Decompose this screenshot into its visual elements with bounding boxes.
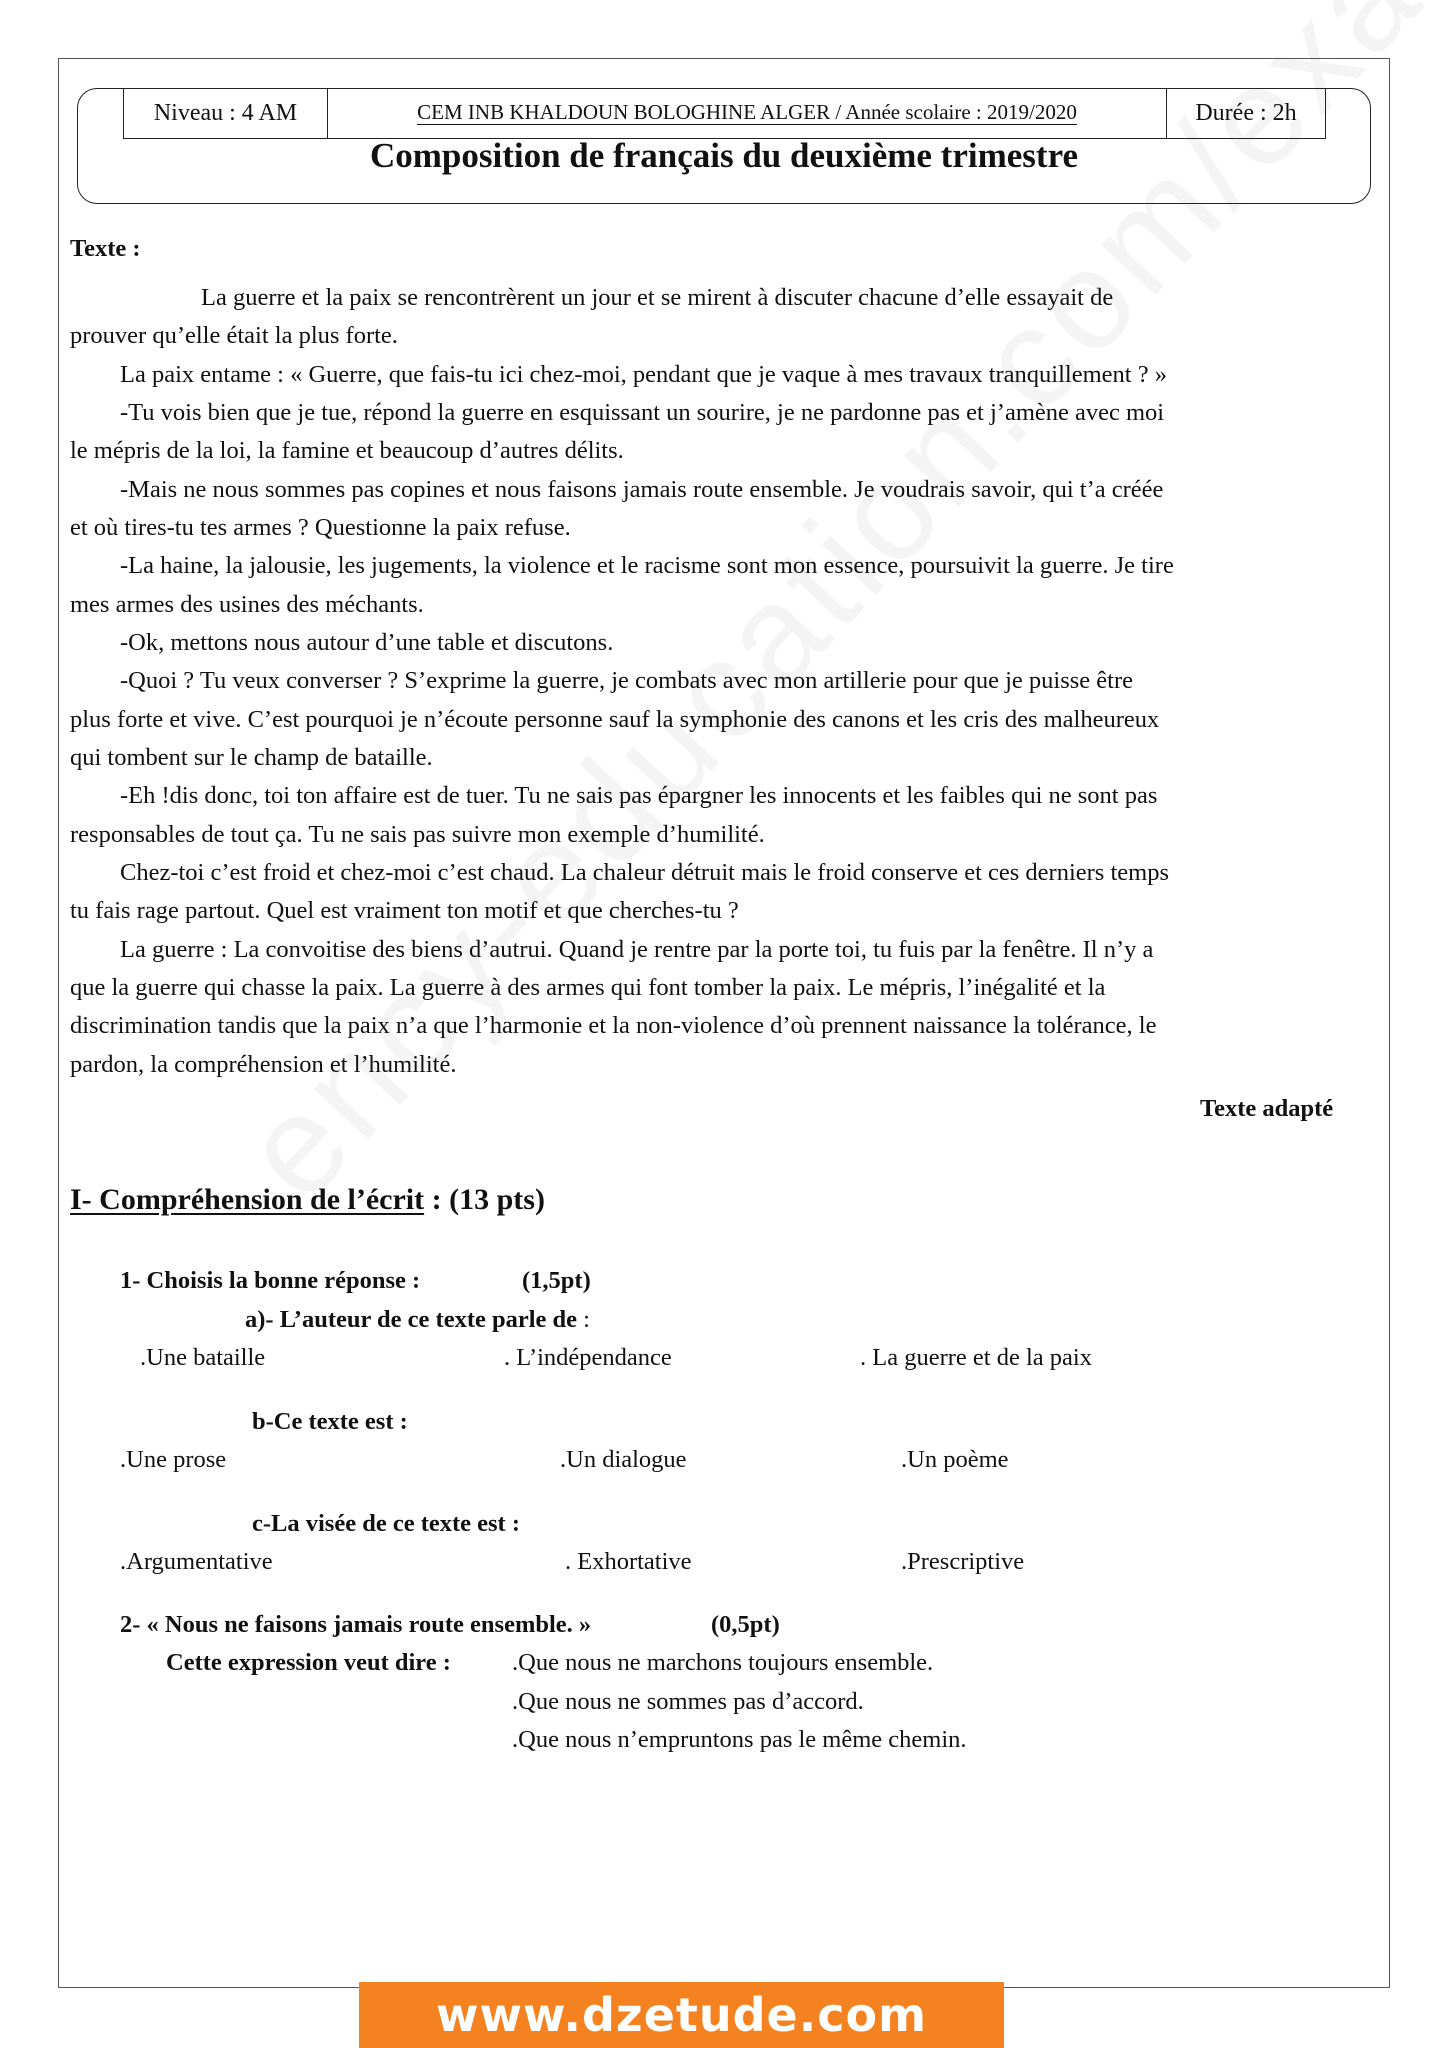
text-line: pardon, la compréhension et l’humilité. (70, 1051, 457, 1078)
header-duree: Durée : 2h (1166, 88, 1326, 139)
q1b-option: .Un dialogue (560, 1446, 687, 1473)
q1c-option: .Argumentative (120, 1548, 273, 1575)
footer-banner-link[interactable]: www.dzetude.com (359, 1982, 1004, 2048)
text-line: -Tu vois bien que je tue, répond la guerre en esquissant un sourire, je ne pardonne pas et j’amène avec moi (120, 399, 1165, 426)
texte-label: Texte : (70, 235, 141, 262)
text-line: mes armes des usines des méchants. (70, 591, 424, 618)
text-line: qui tombent sur le champ de bataille. (70, 744, 433, 771)
text-line: Chez-toi c’est froid et chez-moi c’est chaud. La chaleur détruit mais le froid conserve et ces derniers temps (120, 859, 1169, 886)
q2-option: .Que nous ne marchons toujours ensemble. (512, 1649, 934, 1676)
q1-points: (1,5pt) (522, 1267, 591, 1294)
q1c-option: . Exhortative (565, 1548, 692, 1575)
text-line: La guerre : La convoitise des biens d’autrui. Quand je rentre par la porte toi, tu fuis par la fenêtre. Il n’y a (120, 936, 1154, 963)
text-line: discrimination tandis que la paix n’a que l’harmonie et la non-violence d’où prennent naissance la tolérance, le (70, 1012, 1157, 1039)
q2-option: .Que nous n’empruntons pas le même chemin. (512, 1726, 967, 1753)
text-source: Texte adapté (1200, 1095, 1334, 1122)
q1c-option: .Prescriptive (901, 1548, 1025, 1575)
text-line: -Quoi ? Tu veux converser ? S’exprime la guerre, je combats avec mon artillerie pour que je puisse être (120, 667, 1134, 694)
text-line: -La haine, la jalousie, les jugements, la violence et le racisme sont mon essence, poursuivit la guerre. Je tire (120, 552, 1174, 579)
text-line: -Mais ne nous sommes pas copines et nous faisons jamais route ensemble. Je voudrais savoir, qui t’a créée (120, 476, 1164, 503)
q1a-option: . L’indépendance (504, 1344, 672, 1371)
text-line: tu fais rage partout. Quel est vraiment ton motif et que cherches-tu ? (70, 897, 739, 924)
q1c-label: c-La visée de ce texte est : (252, 1510, 521, 1537)
q1a-option: .Une bataille (140, 1344, 266, 1371)
q2-points: (0,5pt) (711, 1611, 780, 1638)
header-school (328, 88, 1166, 139)
q1a-colon: : (577, 1306, 590, 1333)
text-line: et où tires-tu tes armes ? Questionne la paix refuse. (70, 514, 571, 541)
text-line: -Ok, mettons nous autour d’une table et discutons. (120, 629, 614, 656)
q1a-option: . La guerre et de la paix (860, 1344, 1092, 1371)
section-heading (70, 1181, 545, 1219)
q1-label: 1- Choisis la bonne réponse : (120, 1267, 421, 1294)
q1a-label: a)- L’auteur de ce texte parle de (245, 1306, 578, 1333)
q1b-option: .Un poème (901, 1446, 1009, 1473)
page-title: Composition de français du deuxième trimestre (369, 136, 1079, 175)
header-school-text: CEM INB KHALDOUN BOLOGHINE ALGER / Année scolaire : 2019/2020 (417, 99, 1077, 124)
q1a-question (245, 1301, 590, 1339)
section-heading-title: I- Compréhension de l’écrit (70, 1183, 425, 1216)
section-heading-points: : (13 pts) (424, 1183, 545, 1216)
q2-label: 2- « Nous ne faisons jamais route ensemble. » (120, 1611, 592, 1638)
header-niveau: Niveau : 4 AM (123, 88, 328, 139)
q1b-option: .Une prose (120, 1446, 227, 1473)
q2-expr-label: Cette expression veut dire : (166, 1649, 451, 1676)
text-line: plus forte et vive. C’est pourquoi je n’écoute personne sauf la symphonie des canons et les cris des malheureux (70, 706, 1160, 733)
text-line: que la guerre qui chasse la paix. La guerre à des armes qui font tomber la paix. Le mépris, l’inégalité et la (70, 974, 1106, 1001)
q1b-label: b-Ce texte est : (252, 1408, 408, 1435)
text-line: La guerre et la paix se rencontrèrent un jour et se mirent à discuter chacune d’elle essayait de (201, 284, 1114, 311)
q2-option: .Que nous ne sommes pas d’accord. (512, 1688, 864, 1715)
text-line: -Eh !dis donc, toi ton affaire est de tuer. Tu ne sais pas épargner les innocents et les faibles qui ne sont pas (120, 782, 1158, 809)
text-line: prouver qu’elle était la plus forte. (70, 322, 398, 349)
text-line: La paix entame : « Guerre, que fais-tu ici chez-moi, pendant que je vaque à mes travaux tranquillement ? » (120, 361, 1167, 388)
text-line: responsables de tout ça. Tu ne sais pas suivre mon exemple d’humilité. (70, 821, 765, 848)
text-line: le mépris de la loi, la famine et beaucoup d’autres délits. (70, 437, 624, 464)
